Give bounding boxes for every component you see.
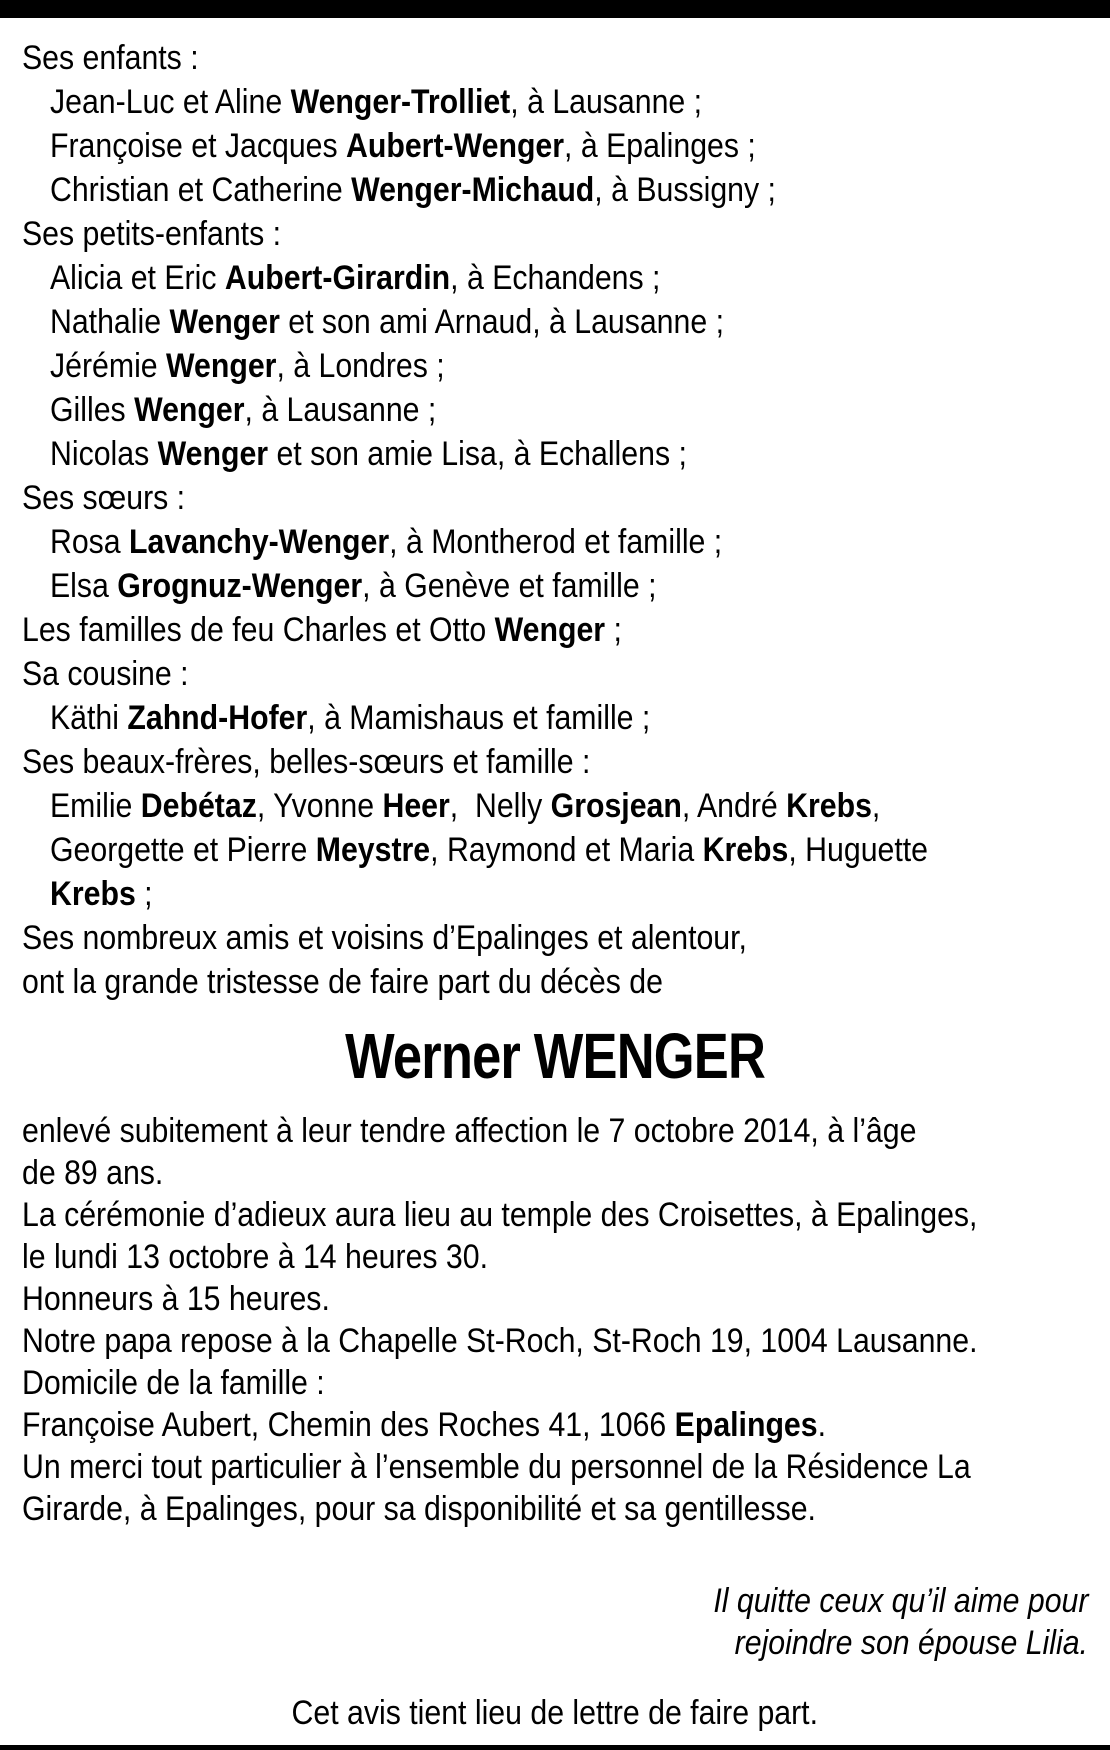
text-segment: Ses beaux-frères, belles-sœurs et famille : <box>22 743 591 781</box>
family-line <box>50 389 436 431</box>
detail-line <box>22 1446 971 1488</box>
text-segment: Alicia et Eric <box>50 259 225 297</box>
text-segment: Christian et Catherine <box>50 171 352 209</box>
surname: Wenger <box>169 303 280 341</box>
text-segment: et son amie Lisa, à Echallens ; <box>268 435 687 473</box>
text-segment: Jean-Luc et Aline <box>50 83 291 121</box>
text-segment: Ses enfants : <box>22 39 199 77</box>
text-segment: Un merci tout particulier à l’ensemble du personnel de la Résidence La <box>22 1448 971 1486</box>
text-segment: Emilie <box>50 787 141 825</box>
text-segment: , <box>871 787 881 825</box>
surname: Heer <box>382 787 450 825</box>
family-line <box>50 697 650 739</box>
text-segment: Françoise Aubert, Chemin des Roches 41, 1066 <box>22 1406 675 1444</box>
text-segment: Girarde, à Epalinges, pour sa disponibilité et sa gentillesse. <box>22 1490 816 1528</box>
surname: Grognuz-Wenger <box>117 567 363 605</box>
text-segment: , à Lausanne ; <box>244 391 437 429</box>
text-segment: Ses sœurs : <box>22 479 186 517</box>
family-line <box>22 653 189 695</box>
text-segment: , à Echandens ; <box>450 259 661 297</box>
surname: Wenger-Trolliet <box>290 83 511 121</box>
surname: Wenger <box>134 391 245 429</box>
family-line <box>22 961 663 1003</box>
text-segment: ont la grande tristesse de faire part du décès de <box>22 963 663 1001</box>
footer-note-text: Cet avis tient lieu de lettre de faire part. <box>291 1694 819 1732</box>
text-segment: Nathalie <box>50 303 170 341</box>
detail-line <box>22 1236 488 1278</box>
text-segment: , Huguette <box>788 831 928 869</box>
family-line <box>50 169 776 211</box>
text-segment: Ses petits-enfants : <box>22 215 282 253</box>
surname: Debétaz <box>140 787 257 825</box>
text-segment: , à Genève et famille ; <box>362 567 657 605</box>
family-line <box>22 213 281 255</box>
family-line <box>50 829 928 871</box>
surname: Meystre <box>315 831 431 869</box>
detail-line <box>22 1152 163 1194</box>
family-line <box>50 433 687 475</box>
text-segment: Käthi <box>50 699 128 737</box>
surname: Wenger <box>157 435 269 473</box>
detail-line <box>22 1404 826 1446</box>
top-border <box>0 0 1110 18</box>
text-segment: . <box>817 1406 827 1444</box>
surname: Wenger <box>494 611 606 649</box>
bottom-border <box>0 1745 1110 1750</box>
family-line <box>50 301 724 343</box>
family-line <box>22 609 622 651</box>
text-segment: Ses nombreux amis et voisins d’Epalinges et alentour, <box>22 919 747 957</box>
text-segment: Jérémie <box>50 347 167 385</box>
text-segment: Domicile de la famille : <box>22 1364 325 1402</box>
family-line <box>22 477 185 519</box>
text-segment: , Raymond et Maria <box>430 831 703 869</box>
deceased-name-text: Werner WENGER <box>345 1020 765 1092</box>
family-line <box>22 37 199 79</box>
text-segment: , à Epalinges ; <box>564 127 756 165</box>
surname: Epalinges <box>674 1406 818 1444</box>
text-segment: , à Mamishaus et famille ; <box>307 699 651 737</box>
surname: Aubert-Girardin <box>224 259 451 297</box>
text-segment: Gilles <box>50 391 135 429</box>
surname: Krebs <box>702 831 789 869</box>
family-line <box>50 521 722 563</box>
family-line <box>50 257 660 299</box>
text-segment: ; <box>605 611 622 649</box>
text-segment: enlevé subitement à leur tendre affection le 7 octobre 2014, à l’âge <box>22 1112 917 1150</box>
deceased-name <box>0 1021 1110 1091</box>
text-segment: , à Montherod et famille ; <box>389 523 723 561</box>
text-segment: Les familles de feu Charles et Otto <box>22 611 495 649</box>
text-segment: de 89 ans. <box>22 1154 164 1192</box>
family-line <box>50 565 657 607</box>
text-segment: le lundi 13 octobre à 14 heures 30. <box>22 1238 489 1276</box>
text-segment: Notre papa repose à la Chapelle St-Roch, St-Roch 19, 1004 Lausanne. <box>22 1322 978 1360</box>
text-segment: Françoise et Jacques <box>50 127 347 165</box>
text-segment: ; <box>135 875 153 913</box>
surname: Grosjean <box>550 787 682 825</box>
text-segment: Elsa <box>50 567 118 605</box>
detail-line <box>22 1362 325 1404</box>
surname: Zahnd-Hofer <box>127 699 308 737</box>
epitaph-line: Il quitte ceux qu’il aime pour <box>712 1582 1088 1620</box>
text-segment: , à Londres ; <box>276 347 445 385</box>
detail-line <box>22 1488 816 1530</box>
family-line <box>22 917 747 959</box>
text-segment: Nicolas <box>50 435 158 473</box>
family-line <box>22 741 590 783</box>
epitaph-line: rejoindre son épouse Lilia. <box>734 1624 1088 1662</box>
surname: Krebs <box>50 875 136 913</box>
family-line <box>50 81 702 123</box>
family-line <box>50 785 880 827</box>
surname: Wenger <box>166 347 277 385</box>
text-segment: , André <box>681 787 787 825</box>
text-segment: , à Bussigny ; <box>594 171 776 209</box>
text-segment: Sa cousine : <box>22 655 189 693</box>
surname: Lavanchy-Wenger <box>129 523 390 561</box>
family-line <box>50 345 445 387</box>
surname: Wenger-Michaud <box>351 171 595 209</box>
text-segment: et son ami Arnaud, à Lausanne ; <box>279 303 724 341</box>
surname: Aubert-Wenger <box>346 127 565 165</box>
detail-line <box>22 1278 330 1320</box>
text-segment: Rosa <box>50 523 130 561</box>
footer-note <box>0 1692 1110 1734</box>
text-segment: , Nelly <box>449 787 551 825</box>
detail-line <box>22 1110 916 1152</box>
family-line <box>50 125 756 167</box>
text-segment: Honneurs à 15 heures. <box>22 1280 330 1318</box>
surname: Krebs <box>786 787 872 825</box>
text-segment: La cérémonie d’adieux aura lieu au temple des Croisettes, à Epalinges, <box>22 1196 978 1234</box>
family-line <box>50 873 153 915</box>
text-segment: , à Lausanne ; <box>510 83 703 121</box>
detail-line <box>22 1320 977 1362</box>
text-segment: Georgette et Pierre <box>50 831 316 869</box>
detail-line <box>22 1194 977 1236</box>
text-segment: , Yvonne <box>256 787 383 825</box>
